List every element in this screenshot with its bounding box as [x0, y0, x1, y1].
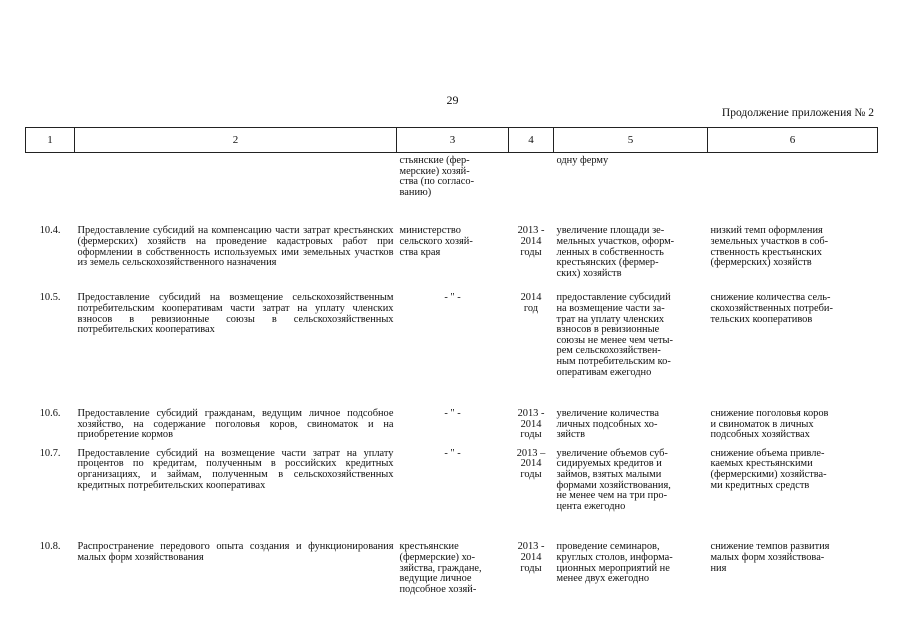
measures-table: [25, 127, 878, 595]
measure-text: Предоставление субсидий на возмещение сельскохозяйственным потребительским кооперативам части затрат на уплату членских взносов в ревизионные союзы в сельскохозяйственных потребительских кооперативах: [77, 292, 394, 336]
row-spacer-cell: [26, 378, 878, 409]
row-number: 10.8.: [39, 541, 61, 553]
period-text: 2013 - 2014 годы: [517, 408, 545, 441]
header-col-3: 3: [397, 128, 509, 153]
row-spacer: [26, 279, 878, 293]
executor-text: - " -: [444, 447, 461, 459]
continuation-label: Продолжение приложения № 2: [721, 107, 874, 119]
row-number: 10.7.: [39, 447, 61, 459]
row-spacer-cell: [26, 198, 878, 226]
risk-text: снижение объема привле- каемых крестьянскими (фермерскими) хозяйства- ми кредитных средств: [710, 447, 827, 491]
executor-text: министерство сельского хозяй- ства края: [399, 225, 473, 258]
risk-text: снижение темпов развития малых форм хозяйствова- ния: [710, 541, 830, 574]
table-row: [26, 449, 878, 513]
period-text: [509, 153, 554, 199]
measure-text: Распространение передового опыта создания и функционирования малых форм хозяйствования: [77, 541, 394, 564]
row-number: 10.6.: [39, 408, 61, 420]
header-col-4: 4: [509, 128, 554, 153]
executor-text: - " -: [444, 292, 461, 304]
result-text: увеличение площади зе- мельных участков, оформ- ленных в собственность крестьянских (фермер- ских) хозяйств: [556, 225, 675, 279]
table-row: [26, 226, 878, 279]
period-text: 2013 - 2014 годы: [517, 225, 545, 258]
row-number: [26, 153, 75, 199]
row-spacer-cell: [26, 279, 878, 293]
header-col-2: 2: [75, 128, 397, 153]
header-row: [26, 128, 878, 153]
table-body: [26, 153, 878, 596]
executor-text: стьянские (фер- мерские) хозяй- ства (по согласо- ванию): [399, 155, 475, 198]
result-text: одну ферму: [556, 155, 609, 166]
risk-text: [708, 153, 878, 199]
row-number: 10.5.: [39, 292, 61, 304]
row-spacer: [26, 378, 878, 409]
period-text: 2013 – 2014 годы: [516, 447, 546, 481]
period-text: 2013 - 2014 годы: [517, 541, 545, 574]
table-row: [26, 409, 878, 441]
row-spacer-cell: [26, 512, 878, 542]
table-row: [26, 153, 878, 199]
executor-text: крестьянские (фермерские) хо- зяйства, граждане, ведущие личное подсобное хозяй-: [399, 541, 482, 595]
risk-text: низкий темп оформления земельных участков в соб- ственность крестьянских (фермерских) хозяйств: [710, 225, 829, 269]
risk-text: снижение количества сель- скохозяйственных потреби- тельских кооперативов: [710, 292, 833, 325]
result-text: увеличение объемов суб- сидируемых кредитов и займов, взятых малыми формами хозяйствования, не менее чем на три про- цента ежегодно: [556, 447, 671, 512]
row-spacer: [26, 512, 878, 542]
period-text: 2014 год: [520, 292, 542, 314]
result-text: увеличение количества личных подсобных хо- зяйств: [556, 408, 660, 441]
measure-text: [75, 153, 397, 199]
header-col-6: 6: [708, 128, 878, 153]
row-spacer: [26, 198, 878, 226]
measure-text: Предоставление субсидий на возмещение части затрат на уплату процентов по кредитам, полученным в российских кредитных организациях, и займам, полученным в сельскохозяйственных кредитных потребительских кооперативах: [77, 447, 394, 491]
table-row: [26, 293, 878, 378]
executor-text: - " -: [444, 408, 461, 420]
page-number: 29: [446, 93, 459, 107]
result-text: предоставление субсидий на возмещение части за- трат на уплату членских взносов в ревизионные союзы не менее чем четы- рем сельскохозяйствен- ным потребительским ко- оперативам ежегодно: [556, 292, 673, 378]
measure-text: Предоставление субсидий гражданам, ведущим личное подсобное хозяйство, на содержание поголовья коров, свиноматок и на приобретение кормов: [77, 408, 394, 441]
risk-text: снижение поголовья коров и свиноматок в личных подсобных хозяйствах: [710, 408, 829, 441]
row-number: 10.4.: [39, 225, 61, 237]
table-row: [26, 542, 878, 595]
header-col-1: 1: [26, 128, 75, 153]
header-col-5: 5: [554, 128, 708, 153]
measure-text: Предоставление субсидий на компенсацию части затрат крестьянских (фермерских) хозяйств на проведение кадастровых работ при оформлении в собственность используемых ими земельных участков из земель сельскохозяйственного назначения: [77, 225, 394, 269]
result-text: проведение семинаров, круглых столов, информа- ционных мероприятий не менее двух ежегодно: [556, 541, 673, 585]
